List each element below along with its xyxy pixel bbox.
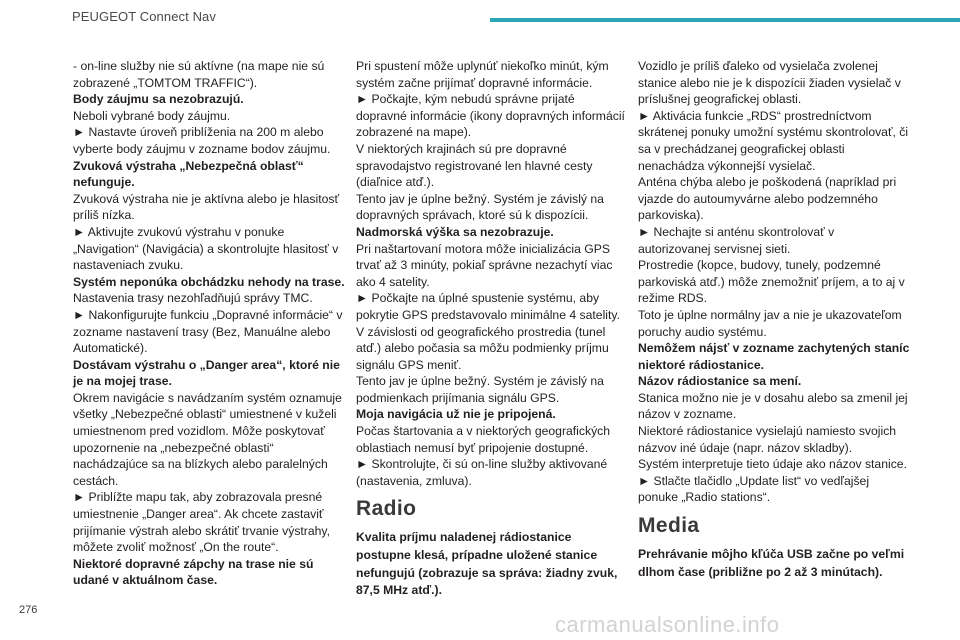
body-paragraph: Niektoré rádiostanice vysielajú namiesto svojich názvov iné údaje (napr. názov skladby). [638,424,897,455]
text-column-1 [73,58,345,589]
text-column-3 [638,58,910,581]
body-paragraph: - on-line služby nie sú aktívne (na mape nie sú zobrazené „TOMTOM TRAFFIC“). [73,59,325,90]
text-column-2 [356,58,628,600]
body-paragraph: Okrem navigácie s navádzaním systém oznamuje všetky „Nebezpečné oblasti“ umiestnené v kuželi umiestnenom pred vozidlom. Môže poskytovať upozornenie na „nebezpečné oblasti“ nachádzajúce sa na blízkych alebo paralelných cestách. [73,390,342,488]
body-paragraph: Anténa chýba alebo je poškodená (napríklad pri vjazde do autoumyvárne alebo podzemného parkoviska). [638,175,897,223]
watermark: carmanualsonline.info [555,612,780,637]
body-paragraph: Pri naštartovaní motora môže inicializácia GPS trvať až 3 minúty, pokiaľ správne nezachytí viac ako 4 satelity. [356,241,613,289]
section-heading: Media [638,514,700,538]
body-paragraph: Tento jav je úplne bežný. Systém je závislý na podmienkach prijímania signálu GPS. [356,374,604,405]
question-heading: Zvuková výstraha „Nebezpečná oblasť“ nefunguje. [73,158,304,190]
body-paragraph: Toto je úplne normálny jav a nie je ukazovateľom poruchy audio systému. [638,307,902,339]
body-paragraph: ► Nechajte si anténu skontrolovať v autorizovanej servisnej sieti. [638,224,835,256]
page-number: 276 [19,604,38,616]
body-paragraph: ► Počkajte na úplné spustenie systému, aby pokrytie GPS predstavovalo minimálne 4 satelity. [356,291,620,322]
question-heading: Nadmorská výška sa nezobrazuje. [356,224,554,239]
question-heading: Niektoré dopravné zápchy na trase nie sú udané v aktuálnom čase. [73,556,314,588]
header-accent-bar [490,18,960,22]
question-heading: Moja navigácia už nie je pripojená. [356,407,556,422]
running-header-title: PEUGEOT Connect Nav [72,9,216,24]
body-paragraph: Prostredie (kopce, budovy, tunely, podzemné parkoviská atď.) môže znemožniť príjem, a to aj v režime RDS. [638,258,905,306]
body-paragraph: Pri spustení môže uplynúť niekoľko minút, kým systém začne prijímať dopravné informácie. [356,59,609,90]
body-paragraph: ► Priblížte mapu tak, aby zobrazovala presné umiestnenie „Danger area“. Ak chcete zastaviť prijímanie výstrah alebo skrátiť trvanie výstrahy, môžete zvoliť možnosť „On the route“. [73,490,330,555]
question-heading: Body záujmu sa nezobrazujú. [73,92,244,107]
body-paragraph: ► Aktivujte zvukovú výstrahu v ponuke „Navigation“ (Navigácia) a skontrolujte hlasitosť v nastaveniach zvuku. [73,224,339,273]
body-paragraph: ► Stlačte tlačidlo „Update list“ vo vedľajšej ponuke „Radio stations“. [638,473,870,505]
question-heading: Kvalita príjmu naladenej rádiostanice postupne klesá, prípadne uložené stanice nefungujú (zobrazuje sa správa: žiadny zvuk, 87,5 MHz atď.). [356,530,618,598]
body-paragraph: V niektorých krajinách sú pre dopravné spravodajstvo registrované len hlavné cesty (diaľnice atď.). [356,141,593,190]
question-heading: Dostávam výstrahu o „Danger area“, ktoré nie je na mojej trase. [73,357,340,389]
body-paragraph: Počas štartovania a v niektorých geografických oblastiach nemusí byť pripojenie dostupné. [356,424,611,455]
question-heading: Názov rádiostanice sa mení. [638,374,802,389]
body-paragraph: ► Nakonfigurujte funkciu „Dopravné informácie“ v zozname nastavení trasy (Bez, Manuálne alebo Automatické). [73,307,343,356]
question-heading: Systém neponúka obchádzku nehody na trase. [73,274,345,289]
body-paragraph: Stanica možno nie je v dosahu alebo sa zmenil jej názov v zozname. [638,390,908,422]
question-heading: Nemôžem nájsť v zozname zachytených staníc niektoré rádiostanice. [638,341,910,372]
section-heading: Radio [356,497,417,521]
question-heading: Prehrávanie môjho kľúča USB začne po veľmi dlhom čase (približne po 2 až 3 minútach). [638,547,905,579]
body-paragraph: V závislosti od geografického prostredia (tunel atď.) alebo počasia sa môžu podmienky príjmu signálu GPS meniť. [356,324,609,372]
body-paragraph: ► Nastavte úroveň priblíženia na 200 m alebo vyberte body záujmu v zozname bodov záujmu. [73,125,331,156]
body-paragraph: Tento jav je úplne bežný. Systém je závislý na dopravných správach, ktoré sú k dispozícii. [356,191,604,223]
body-paragraph: Systém interpretuje tieto údaje ako názov stanice. [638,457,907,472]
body-paragraph: ► Skontrolujte, či sú on-line služby aktivované (nastavenia, zmluva). [356,457,608,488]
body-paragraph: Nastavenia trasy nezohľadňujú správy TMC. [73,291,313,306]
body-paragraph: ► Aktivácia funkcie „RDS“ prostredníctvom skrátenej ponuky umožní systému skontrolovať, či sa v prechádzanej geografickej oblasti nenachádza výkonnejší vysielač. [638,108,909,173]
body-paragraph: Zvuková výstraha nie je aktívna alebo je hlasitosť príliš nízka. [73,191,340,223]
body-paragraph: ► Počkajte, kým nebudú správne prijaté dopravné informácie (ikony dopravných informácií zobrazené na mape). [356,92,625,140]
body-paragraph: Neboli vybrané body záujmu. [73,108,231,123]
body-paragraph: Vozidlo je príliš ďaleko od vysielača zvolenej stanice alebo nie je k dispozícii žiaden vysielač v príslušnej geografickej oblasti. [638,59,901,107]
